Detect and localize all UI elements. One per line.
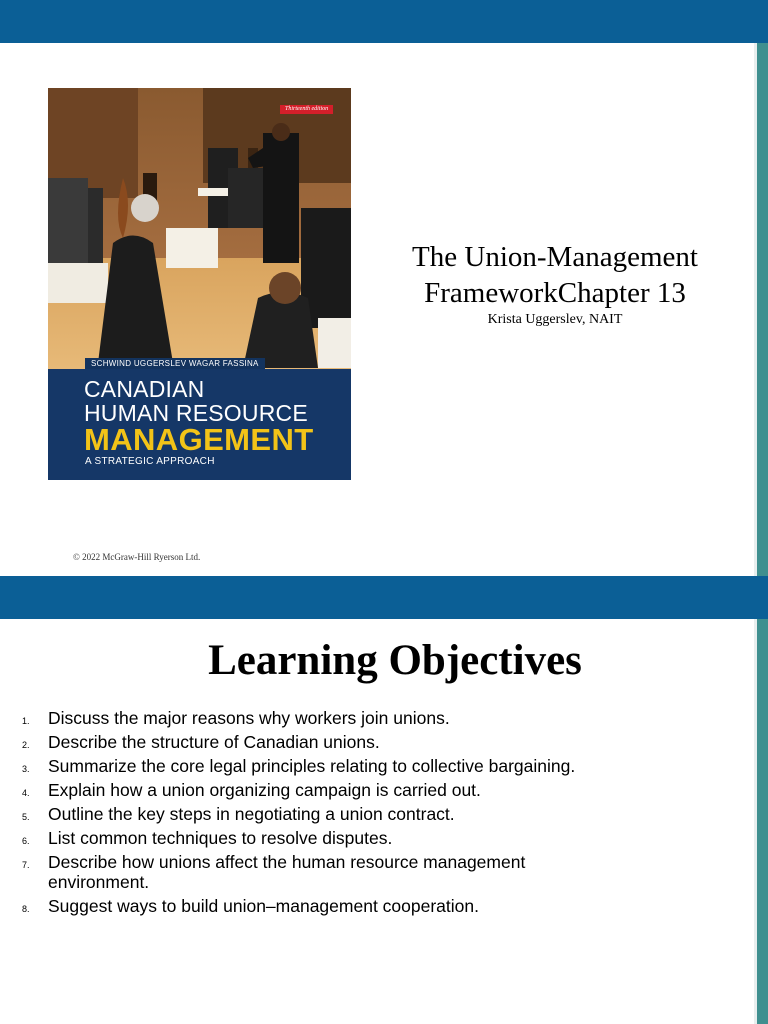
slide-header-bar [0, 576, 768, 619]
list-item-number: 7. [22, 860, 30, 870]
list-item-text: Describe how unions affect the human resource management environment. [48, 852, 526, 892]
cover-authors: SCHWIND UGGERSLEV WAGAR FASSINA [85, 358, 265, 369]
list-item-text: List common techniques to resolve disputes. [48, 828, 393, 848]
list-item-number: 3. [22, 764, 30, 774]
objectives-heading: Learning Objectives [208, 637, 582, 684]
objectives-list [22, 708, 742, 920]
list-item [22, 828, 742, 848]
edition-badge: Thirteenth edition [280, 105, 333, 114]
list-item-number: 4. [22, 788, 30, 798]
objectives-slide [0, 576, 768, 1024]
list-item [22, 780, 742, 800]
list-item-text: Suggest ways to build union–management cooperation. [48, 896, 479, 916]
list-item-text: Outline the key steps in negotiating a union contract. [48, 804, 455, 824]
list-item [22, 804, 742, 824]
list-item [22, 732, 742, 752]
list-item-number: 6. [22, 836, 30, 846]
list-item [22, 896, 742, 916]
list-item [22, 708, 742, 728]
book-cover [48, 88, 351, 480]
cover-title-line2: HUMAN RESOURCE [84, 400, 308, 426]
list-item-text: Explain how a union organizing campaign is carried out. [48, 780, 481, 800]
list-item-text: Summarize the core legal principles relating to collective bargaining. [48, 756, 576, 776]
slide-title-line2: FrameworkChapter 13 [424, 277, 686, 309]
list-item [22, 756, 742, 776]
slide-subtitle: Krista Uggerslev, NAIT [487, 312, 623, 327]
cover-subtitle: A STRATEGIC APPROACH [85, 456, 215, 467]
slide-title-line1: The Union-Management [412, 241, 698, 273]
list-item-number: 2. [22, 740, 30, 750]
copyright-notice: © 2022 McGraw-Hill Ryerson Ltd. [73, 552, 201, 562]
list-item-text: Describe the structure of Canadian unions. [48, 732, 380, 752]
list-item-number: 8. [22, 904, 30, 914]
slide-header-bar [0, 0, 768, 43]
list-item-text: Discuss the major reasons why workers join unions. [48, 708, 450, 728]
list-item-number: 5. [22, 812, 30, 822]
cover-title-line1: CANADIAN [84, 376, 205, 402]
slide-side-bar [754, 43, 768, 576]
list-item-number: 1. [22, 716, 30, 726]
cover-title-line3: MANAGEMENT [84, 422, 314, 457]
list-item [22, 852, 742, 892]
